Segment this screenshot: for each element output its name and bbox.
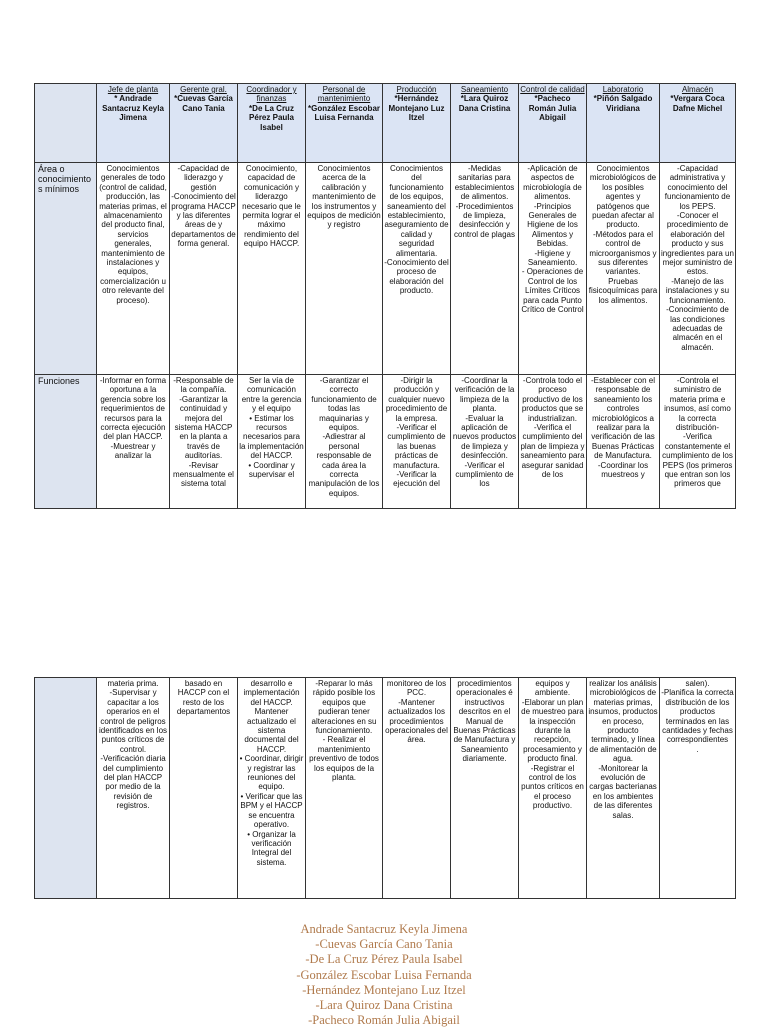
role-title: Almacén [681,85,714,94]
table-cell: -Capacidad de liderazgo y gestión -Conocimiento del programa HACCP y las diferentes áreas de y departamentos de forma general. [170,163,238,375]
header-cell [170,84,238,163]
role-title: Producción [396,85,437,94]
header-cell [306,84,383,163]
role-title: Gerente gral. [180,85,227,94]
corner-cell [35,84,97,163]
table-cell: -Capacidad administrativa y conocimiento del funcionamiento de los PEPS. -Conocer el procedimiento de elaboración del producto y sus ingredientes para un mejor suministro de estos. -Manejo de las instalaciones y su funcionamiento. -Conocimiento de las condiciones adecuadas de almacén en el almacén. [660,163,736,375]
row-label: Funciones [35,375,97,509]
table-cell: -Medidas sanitarias para establecimientos de alimentos. -Procedimientos de limpieza, desinfección y control de plagas [451,163,519,375]
haccp-team-table [34,83,736,509]
table-cell: -Informar en forma oportuna a la gerencia sobre los requerimientos de recursos para la correcta ejecución del plan HACCP. -Muestrear y analizar la [97,375,170,509]
member-name: *Vergara Coca Dafne Michel [670,94,725,113]
role-title: Saneamiento [460,85,509,94]
signature-name: -González Escobar Luisa Fernanda [296,967,472,982]
table-cell: basado en HACCP con el resto de los departamentos [170,678,238,899]
table-cell: -Aplicación de aspectos de microbiología de alimentos. -Principios Generales de Higiene de los Alimentos y Bebidas. -Higiene y Saneamiento. - Operaciones de Control de los Límites Críticos para cada Punto Crítico de Control [519,163,587,375]
table-cell: materia prima. -Supervisar y capacitar a los operarios en el control de peligros identificados en los puntos críticos de control. -Verificación diaria del cumplimiento del plan HACCP por medio de la revisión de registros. [97,678,170,899]
header-cell [660,84,736,163]
role-title: Control de calidad [520,85,585,94]
table-cell: -Establecer con el responsable de saneamiento los controles microbiológicos a realizar para la verificación de las Buenas Prácticas de Manufactura. -Coordinar los muestreos y [587,375,660,509]
member-name: *Pacheco Román Julia Abigail [528,94,577,123]
signature-name: -Pacheco Román Julia Abigail [308,1013,460,1028]
header-row [35,84,736,163]
signature-name: -Lara Quiroz Dana Cristina [315,998,453,1013]
table-cell: -Controla el suministro de materia prima e insumos, así como la correcta distribución- -Verifica constantemente el cumplimiento de los PEPS (los primeros que entran son los primeros que [660,375,736,509]
role-title: Laboratorio [602,85,644,94]
table-cell: realizar los análisis microbiológicos de materias primas, insumos, productos en proceso, producto terminado, y línea de alimentación de agua. -Monitorear la evolución de cargas bacterianas en los ambientes de las diferentes salas. [587,678,660,899]
table-cell: procedimientos operacionales é instructivos descritos en el Manual de Buenas Prácticas de Manufactura y Saneamiento diariamente. [451,678,519,899]
header-cell [587,84,660,163]
role-title: Coordinador y finanzas [246,85,297,104]
member-name: *Lara Quiroz Dana Cristina [458,94,511,113]
table-row [35,375,736,509]
header-cell [238,84,306,163]
table-cell: Conocimientos del funcionamiento de los equipos, saneamiento del establecimiento, aseguramiento de calidad y seguridad alimentaria. -Conocimiento del proceso de elaboración del producto. [383,163,451,375]
member-name: *González Escobar Luisa Fernanda [307,103,381,123]
table-cell: -Reparar lo más rápido posible los equipos que pudieran tener alteraciones en su funcionamiento. - Realizar el mantenimiento preventivo de todos los equipos de la planta. [306,678,383,899]
table-cell: -Dirigir la producción y cualquier nuevo procedimiento de la empresa. -Verificar el cumplimiento de las buenas prácticas de manufactura. -Verificar la ejecución del [383,375,451,509]
table-row [35,678,736,899]
table-cell: Conocimientos microbiológicos de los posibles agentes y patógenos que puedan afectar al producto. -Métodos para el control de microorganismos y sus diferentes variantes. Pruebas fisicoquímicas para los alimentos. [587,163,660,375]
signature-list [0,922,768,1028]
table-cell: monitoreo de los PCC. -Mantener actualizados los procedimientos operacionales del área. [383,678,451,899]
header-cell [519,84,587,163]
table-cell: salen). -Planifica la correcta distribución de los productos terminados en las cantidades y fechas correspondientes . [660,678,736,899]
role-title: Jefe de planta [107,85,159,94]
member-name: *Piñón Salgado Viridiana [593,94,653,113]
signature-name: -Hernández Montejano Luz Itzel [302,982,466,997]
table-cell: Conocimientos acerca de la calibración y mantenimiento de los instrumentos y equipos de medición y registro [306,163,383,375]
table-cell: -Responsable de la compañía. -Garantizar la continuidad y mejora del sistema HACCP en la planta a través de auditorías. -Revisar mensualmente el sistema total [170,375,238,509]
row-label-empty [35,678,97,899]
table-cell: -Garantizar el correcto funcionamiento de todas las maquinarias y equipos. -Adiestrar al personal responsable de cada área la correcta manipulación de los equipos. [306,375,383,509]
member-name: *Hernández Montejano Luz Itzel [388,94,445,123]
table-cell: desarrollo e implementación del HACCP. Mantener actualizado el sistema documental del HACCP. • Coordinar, dirigir y registrar las reuniones del equipo. • Verificar que las BPM y el HACCP se encuentra operativo. • Organizar la verificación Integral del sistema. [238,678,306,899]
haccp-team-table-continued [34,677,736,899]
header-cell [451,84,519,163]
table-cell: Ser la vía de comunicación entre la gerencia y el equipo • Estimar los recursos necesarios para la implementación del HACCP. • Coordinar y supervisar el [238,375,306,509]
table-cell: Conocimiento, capacidad de comunicación y liderazgo necesario que le permita lograr el máximo rendimiento del equipo HACCP. [238,163,306,375]
signature-name: Andrade Santacruz Keyla Jimena [300,922,468,936]
row-label: Área o conocimientos mínimos [35,163,97,375]
member-name: *Cuevas García Cano Tania [174,94,233,113]
table-cell: Conocimientos generales de todo (control de calidad, producción, las materias primas, el almacenamiento del producto final, servicios generales, mantenimiento de instalaciones y equipos, comercialización u otro relevante del proceso). [97,163,170,375]
table-cell: equipos y ambiente. -Elaborar un plan de muestreo para la inspección durante la recepción, procesamiento y producto final. -Registrar el control de los puntos críticos en el proceso productivo. [519,678,587,899]
table-cell: -Coordinar la verificación de la limpieza de la planta. -Evaluar la aplicación de nuevos productos de limpieza y desinfección. -Verificar el cumplimiento de los [451,375,519,509]
member-name: *De La Cruz Pérez Paula Isabel [249,103,294,132]
table-row [35,163,736,375]
header-cell [383,84,451,163]
header-cell [97,84,170,163]
signature-name: -Cuevas García Cano Tania [315,937,453,952]
table-cell: -Controla todo el proceso productivo de los productos que se industrializan. -Verifica el cumplimiento del plan de limpieza y saneamiento para asegurar sanidad de los [519,375,587,509]
role-title: Personal de mantenimiento [317,85,371,104]
member-name: * Andrade Santacruz Keyla Jimena [102,94,164,123]
signature-name: -De La Cruz Pérez Paula Isabel [305,952,463,967]
